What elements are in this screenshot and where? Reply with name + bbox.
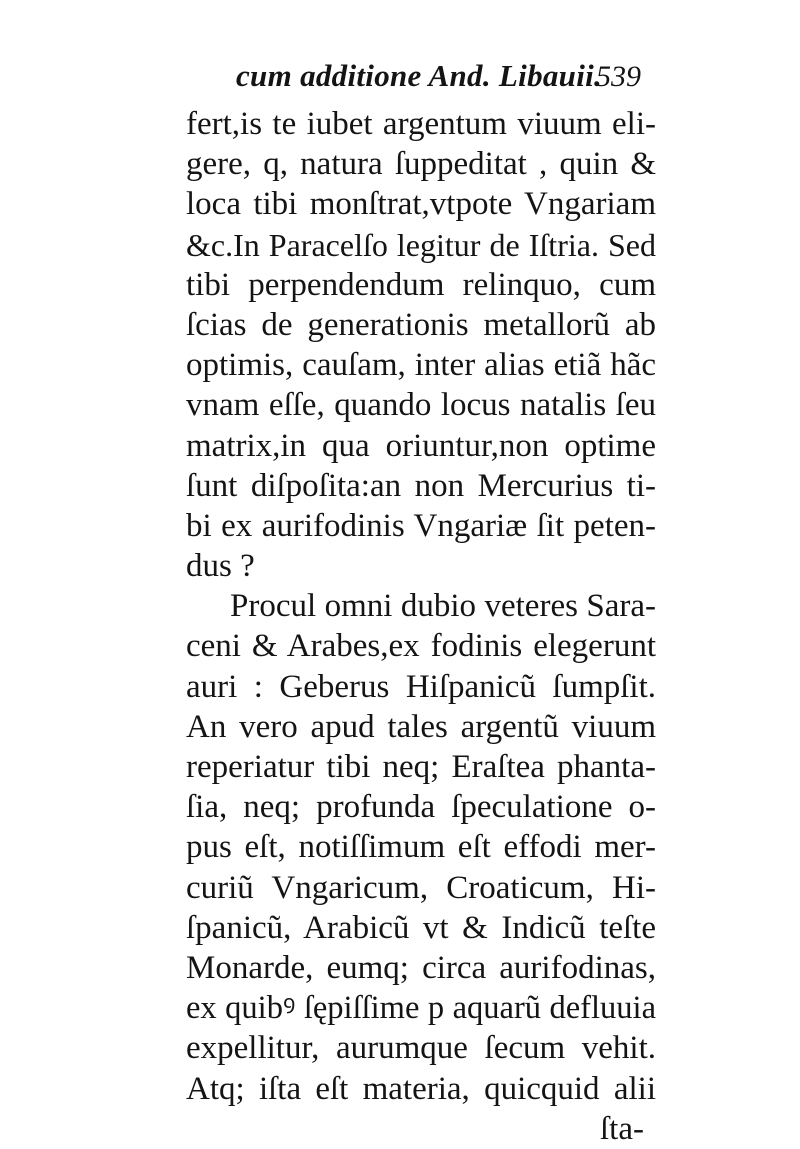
text-line: ſpanicũ, Arabicũ vt & Indicũ teſte [186,909,656,946]
text-line: ſia, neq; profunda ſpeculatione o- [186,789,656,826]
text-line: expellitur, aurumque ſecum vehit. [186,1030,656,1067]
running-title: cum additione And. Libauii. [236,58,603,93]
page-header [236,58,656,98]
text-line: ex quibꝰ ſępiſſime p aquarũ defluuia [186,990,656,1027]
text-line: fert,is te iubet argentum viuum eli- [186,106,656,142]
catchword: ſta- [600,1110,644,1147]
text-line: curiũ Vngaricum, Croaticum, Hi- [186,869,656,906]
text-line: An vero apud tales argentũ viuum [186,708,656,745]
text-line: &c.In Paracelſo legitur de Iſtria. Sed [186,226,656,263]
text-line: Monarde, eumq; circa aurifodinas, [186,949,656,986]
body-text [186,104,656,1149]
text-line: pus eſt, notiſſimum eſt effodi mer- [186,829,656,866]
text-line: ſunt diſpoſita:an non Mercurius ti- [186,467,656,504]
text-line: reperiatur tibi neq; Eraſtea phanta- [186,749,656,785]
text-line: tibi perpendendum relinquo, cum [186,266,656,303]
text-line: Atq; iſta eſt materia, quicquid alii [186,1070,656,1107]
text-line: matrix,in qua oriuntur,non optime [186,427,656,464]
text-line: gere, q, natura ſuppeditat , quin & [186,146,656,183]
text-line: ceni & Arabes,ex fodinis elegerunt [186,628,656,665]
paragraph-first-line: Procul omni dubio veteres Sara- [230,588,656,625]
text-line: optimis, cauſam, inter alias etiã hãc [186,347,656,384]
page-number: 539 [596,60,641,93]
text-line: ſcias de generationis metallorũ ab [186,306,656,343]
text-line: bi ex aurifodinis Vngariæ ſit peten- [186,507,656,544]
text-line: vnam eſſe, quando locus natalis ſeu [186,387,656,424]
text-line: auri : Geberus Hiſpanicũ ſumpſit. [186,668,656,705]
paragraph-end-line: dus ? [186,548,255,585]
text-line: loca tibi monſtrat,vtpote Vngariam [186,186,656,223]
